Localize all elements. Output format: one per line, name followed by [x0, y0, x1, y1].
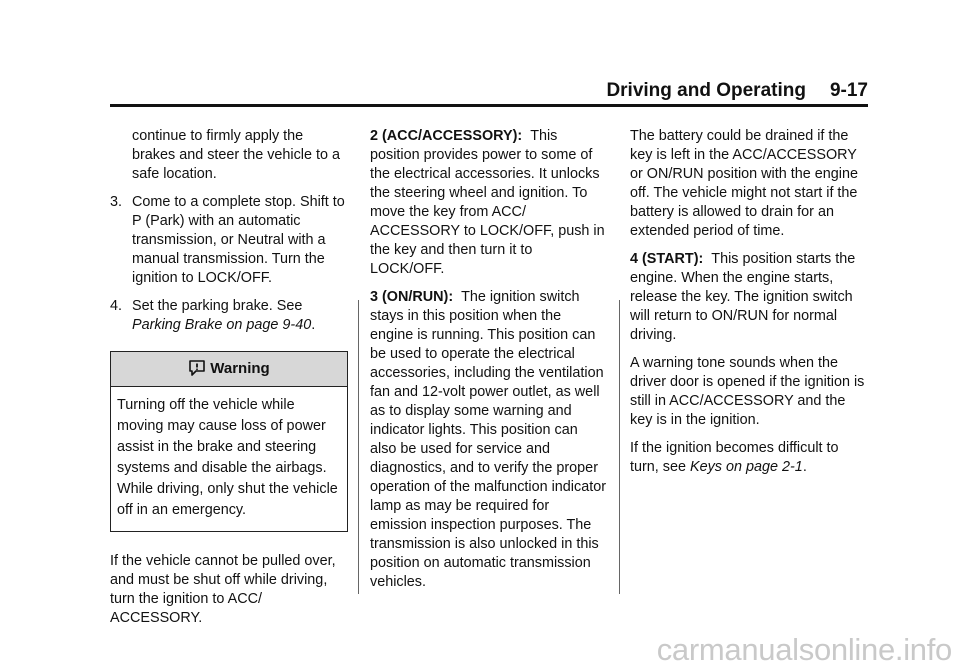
step-3-text: Come to a complete stop. Shift to P (Park) with an automatic transmission, or Neutral with a manual transmission. Turn the ignition to LOCK/OFF.	[132, 194, 345, 286]
difficult-paragraph	[630, 439, 870, 477]
tone-paragraph: A warning tone sounds when the driver door is opened if the ignition is still in ACC/ACCESSORY and the key is in the ignition.	[630, 355, 865, 428]
step-4-number: 4.	[110, 298, 123, 314]
watermark: carmanualsonline.info	[656, 632, 952, 667]
header-title	[606, 80, 868, 102]
difficult-text: If the ignition becomes difficult to turn, see	[630, 440, 839, 475]
warning-icon	[188, 356, 206, 390]
section-title: Driving and Operating	[606, 80, 806, 101]
page-header	[110, 78, 868, 107]
after-warning-paragraph: If the vehicle cannot be pulled over, and must be shut off while driving, turn the ignition to ACC/ ACCESSORY.	[110, 553, 336, 626]
warning-header	[111, 352, 347, 387]
warning-box	[110, 351, 348, 532]
step-4	[110, 297, 348, 335]
parking-brake-link[interactable]: Parking Brake on page 9-40	[132, 317, 312, 333]
column-divider-1	[358, 300, 359, 594]
step-3-number: 3.	[110, 194, 123, 210]
difficult-end: .	[802, 459, 807, 475]
continue-paragraph: continue to firmly apply the brakes and steer the vehicle to a safe location.	[132, 128, 340, 182]
step-4-end: .	[311, 317, 316, 333]
start-paragraph	[630, 250, 870, 345]
start-text: This position starts the engine. When the engine starts, release the key. The ignition switch will return to ON/RUN for normal driving.	[630, 251, 856, 343]
on-run-text: The ignition switch stays in this position when the engine is running. This position can be used to operate the electrical accessories, including the ventilation fan and 12-volt power outlet, as well as to display some warning and indicator lights. This position can also be used for service and diagnostics, and to verify the proper operation of the malfunction indicator lamp as may be required for emission inspection purposes. The transmission is also unlocked in this position on automatic transmission vehicles.	[370, 289, 606, 590]
keys-link[interactable]: Keys on page 2-1	[690, 459, 803, 475]
column-2	[370, 127, 608, 601]
warning-title: Warning	[210, 360, 270, 377]
start-label: 4 (START):	[630, 251, 704, 267]
acc-text: This position provides power to some of the electrical accessories. It unlocks the steering wheel and ignition. To move the key from ACC/ ACCESSORY to LOCK/OFF, push in the key and then turn it to LOCK/OFF.	[370, 128, 605, 277]
column-divider-2	[619, 300, 620, 594]
column-3	[630, 127, 870, 486]
on-run-paragraph	[370, 288, 608, 592]
battery-paragraph: The battery could be drained if the key is left in the ACC/ACCESSORY or ON/RUN position with the engine off. The vehicle might not start if the battery is allowed to drain for an extended period of time.	[630, 128, 858, 239]
acc-label: 2 (ACC/ACCESSORY):	[370, 128, 523, 144]
step-4-text: Set the parking brake. See	[132, 298, 303, 314]
on-run-label: 3 (ON/RUN):	[370, 289, 454, 305]
acc-paragraph	[370, 127, 608, 279]
step-3	[110, 193, 348, 288]
column-1	[110, 127, 348, 637]
page-number: 9-17	[829, 80, 868, 101]
warning-body: Turning off the vehicle while moving may cause loss of power assist in the brake and steering systems and disable the airbags. While driving, only shut the vehicle off in an emergency.	[117, 397, 338, 518]
